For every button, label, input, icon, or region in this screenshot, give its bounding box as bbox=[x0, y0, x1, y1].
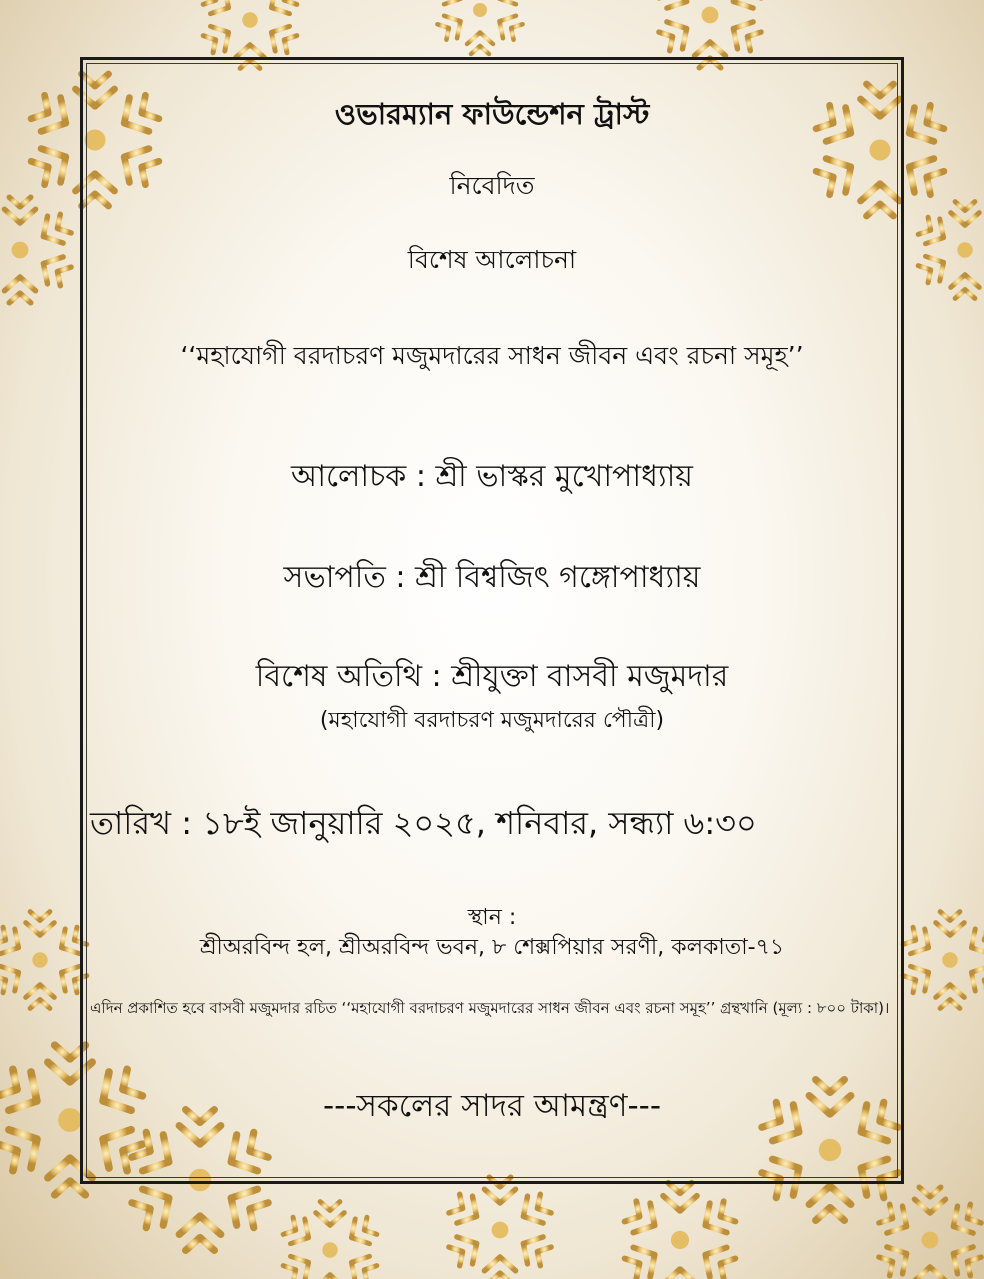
chairperson-line: সভাপতি : শ্রী বিশ্বজিৎ গঙ্গোপাধ্যায় bbox=[283, 560, 701, 595]
snowflake-icon bbox=[430, 0, 530, 60]
snowflake-icon bbox=[615, 1175, 744, 1279]
presents-text: নিবেদিত bbox=[449, 171, 535, 200]
speaker-line: আলোচক : শ্রী ভাস্কর মুখোপাধ্যায় bbox=[291, 459, 693, 494]
book-release-note: এদিন প্রকাশিত হবে বাসবী মজুমদার রচিত ‘‘মহাযোগী বরদাচরণ মজুমদারের সাধন জীবন এবং রচনা সমূহ’’ গ্রন্থখানি (মূল্য : ৮০০ টাকা)। bbox=[90, 999, 890, 1017]
snowflake-icon bbox=[440, 1170, 560, 1279]
venue-address: শ্রীঅরবিন্দ হল, শ্রীঅরবিন্দ ভবন, ৮ শেক্সপিয়ার সরণী, কলকাতা-৭১ bbox=[199, 935, 785, 960]
snowflake-icon bbox=[870, 1180, 984, 1279]
special-guest-line: বিশেষ অতিথি : শ্রীযুক্তা বাসবী মজুমদার bbox=[255, 659, 729, 694]
snowflake-icon bbox=[275, 1195, 385, 1279]
venue-label: স্থান : bbox=[467, 905, 517, 930]
closing-invitation: ---সকলের সাদর আমন্ত্রণ--- bbox=[322, 1088, 662, 1124]
special-guest-note: (মহাযোগী বরদাচরণ মজুমদারের পৌত্রী) bbox=[319, 708, 665, 733]
organizer-title: ওভারম্যান ফাউন্ডেশন ট্রাস্ট bbox=[334, 97, 650, 131]
event-type: বিশেষ আলোচনা bbox=[407, 245, 577, 274]
date-line: তারিখ : ১৮ই জানুয়ারি ২০২৫, শনিবার, সন্ধ্যা ৬:৩০ bbox=[90, 804, 757, 842]
event-topic: ‘‘মহাযোগী বরদাচরণ মজুমদারের সাধন জীবন এবং রচনা সমূহ’’ bbox=[180, 341, 804, 370]
